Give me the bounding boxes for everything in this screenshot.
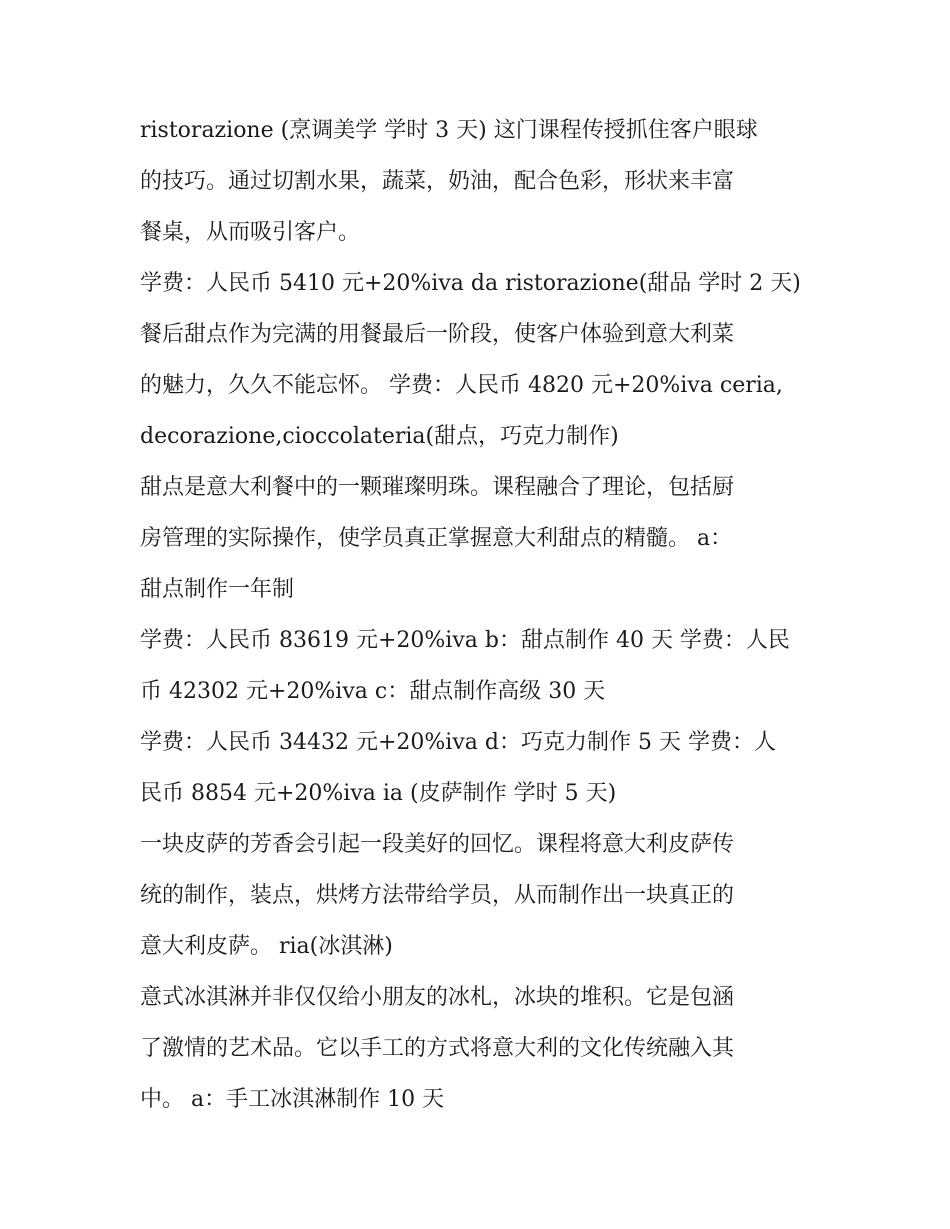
- text-line: 甜点是意大利餐中的一颗璀璨明珠。课程融合了理论，包括厨: [140, 475, 735, 500]
- text-line: 房管理的实际操作，使学员真正掌握意大利甜点的精髓。 a：: [140, 526, 733, 551]
- body-text: [140, 105, 820, 1125]
- text-line: 意大利皮萨。 ria(冰淇淋): [140, 934, 393, 959]
- text-line: 餐桌，从而吸引客户。: [140, 220, 361, 245]
- text-line: ristorazione (烹调美学 学时 3 天) 这门课程传授抓住客户眼球: [140, 118, 758, 143]
- text-line: 的魅力，久久不能忘怀。 学费：人民币 4820 元+20%iva ceria,: [140, 373, 783, 398]
- text-line: 币 42302 元+20%iva c：甜点制作高级 30 天: [140, 679, 606, 704]
- text-line: decorazione,cioccolateria(甜点，巧克力制作): [140, 424, 619, 449]
- text-line: 学费：人民币 34432 元+20%iva d：巧克力制作 5 天 学费：人: [140, 730, 776, 755]
- text-line: 统的制作，装点，烘烤方法带给学员，从而制作出一块真正的: [140, 883, 735, 908]
- text-line: 甜点制作一年制: [140, 577, 295, 602]
- text-line: 学费：人民币 5410 元+20%iva da ristorazione(甜品 学时 2 天): [140, 271, 801, 296]
- text-line: 了激情的艺术品。它以手工的方式将意大利的文化传统融入其: [140, 1036, 735, 1061]
- text-line: 的技巧。通过切割水果，蔬菜，奶油，配合色彩，形状来丰富: [140, 169, 735, 194]
- text-line: 学费：人民币 83619 元+20%iva b：甜点制作 40 天 学费：人民: [140, 628, 790, 653]
- text-line: 民币 8854 元+20%iva ia (皮萨制作 学时 5 天): [140, 781, 617, 806]
- text-line: 餐后甜点作为完满的用餐最后一阶段，使客户体验到意大利菜: [140, 322, 735, 347]
- text-line: 意式冰淇淋并非仅仅给小朋友的冰札，冰块的堆积。它是包涵: [140, 985, 735, 1010]
- text-line: 一块皮萨的芳香会引起一段美好的回忆。课程将意大利皮萨传: [140, 832, 735, 857]
- text-line: 中。 a：手工冰淇淋制作 10 天: [140, 1087, 445, 1112]
